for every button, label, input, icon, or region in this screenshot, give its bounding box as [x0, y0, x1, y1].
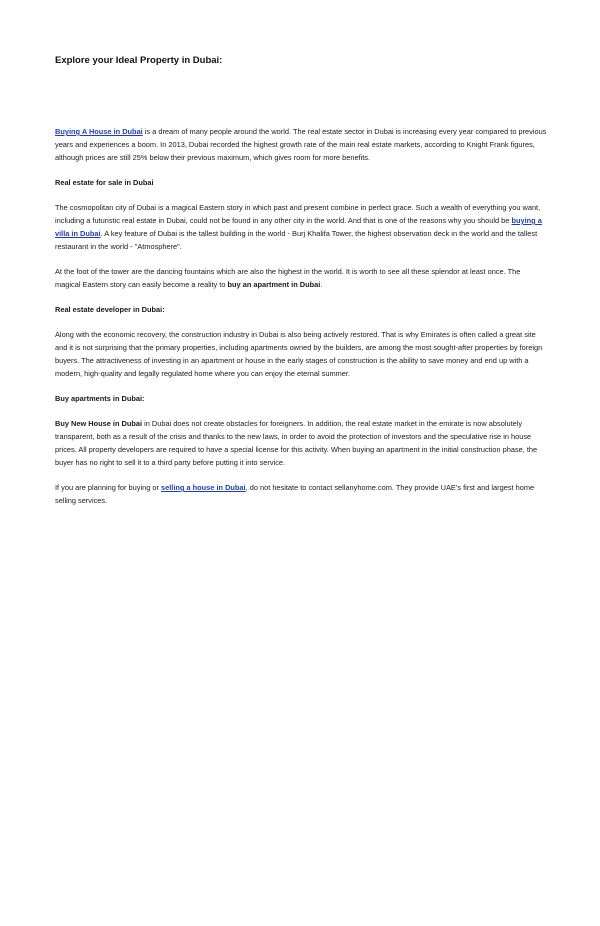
fountains-text-before: At the foot of the tower are the dancing fountains which are also the highest in the world. It is worth to see all these splendor at least once. The magical Eastern story can easily become a reality to — [55, 267, 521, 289]
buy-new-house-bold: Buy New House in Dubai — [55, 419, 143, 428]
intro-text: is a dream of many people around the world. The real estate sector in Dubai is increasing every year compared to previous years and experiences a boom. In 2013, Dubai recorded the highest growth rate of the main real estate markets, according to Knight Frank figures, although prices are still 25% below their previous maximum, which gives room for more benefits. — [55, 127, 547, 162]
buy-apartment-bold: buy an apartment in Dubai — [227, 280, 321, 289]
selling-house-link[interactable]: selling a house in Dubai — [161, 483, 246, 492]
cosmopolitan-text-after: . A key feature of Dubai is the tallest building in the world - Burj Khalifa Tower, the highest observation deck in the world and the tallest restaurant in the world - "Atmosphere". — [55, 229, 538, 251]
contact-text-after: , do not hesitate to contact sellanyhome.com. They provide UAE’s first and largest home selling services. — [55, 483, 535, 505]
buying-house-link[interactable]: Buying A House in Dubai — [55, 127, 143, 136]
fountains-text-after: . — [320, 280, 323, 289]
heading-developer: Real estate developer in Dubai: — [55, 305, 165, 314]
heading-buy-apartments: Buy apartments in Dubai: — [55, 394, 145, 403]
page-title: Explore your Ideal Property in Dubai: — [55, 55, 223, 66]
intro-paragraph — [55, 125, 547, 164]
buying-villa-link[interactable]: buying a villa in Dubai — [55, 216, 542, 238]
cosmopolitan-text-before: The cosmopolitan city of Dubai is a magical Eastern story in which past and present combine in perfect grace. Such a wealth of everything you want, including a futuristic real estate in Dubai, could not be found in any other city in the world. And that is one of the reasons why you should be — [55, 203, 541, 225]
buy-new-house-paragraph — [55, 417, 547, 469]
heading-real-estate-sale: Real estate for sale in Dubai — [55, 178, 154, 187]
developer-paragraph: Along with the economic recovery, the construction industry in Dubai is also being actively restored. That is why Emirates is often called a great site and it is not surprising that the primary properties, including apartments owned by the builders, are among the most sought-after properties by foreign buyers. The attractiveness of investing in an apartment or house in the early stages of construction is the ability to save money and end up with a modern, high-quality and legally regulated home where you can enjoy the eternal summer. — [55, 330, 543, 378]
article-body — [55, 125, 547, 519]
contact-text-before: If you are planning for buying or — [55, 483, 161, 492]
fountains-paragraph — [55, 265, 547, 291]
buy-new-house-text: in Dubai does not create obstacles for foreigners. In addition, the real estate market in the emirate is now absolutely transparent, both as a result of the crisis and thanks to the new laws, in order to avoid the protection of investors and the speculative rise in house prices. All property developers are required to have a special license for this activity. When buying an apartment in the initial construction phase, the buyer has no right to sell it to a third party before putting it into service. — [55, 419, 538, 467]
contact-paragraph — [55, 481, 547, 507]
cosmopolitan-paragraph — [55, 201, 547, 253]
